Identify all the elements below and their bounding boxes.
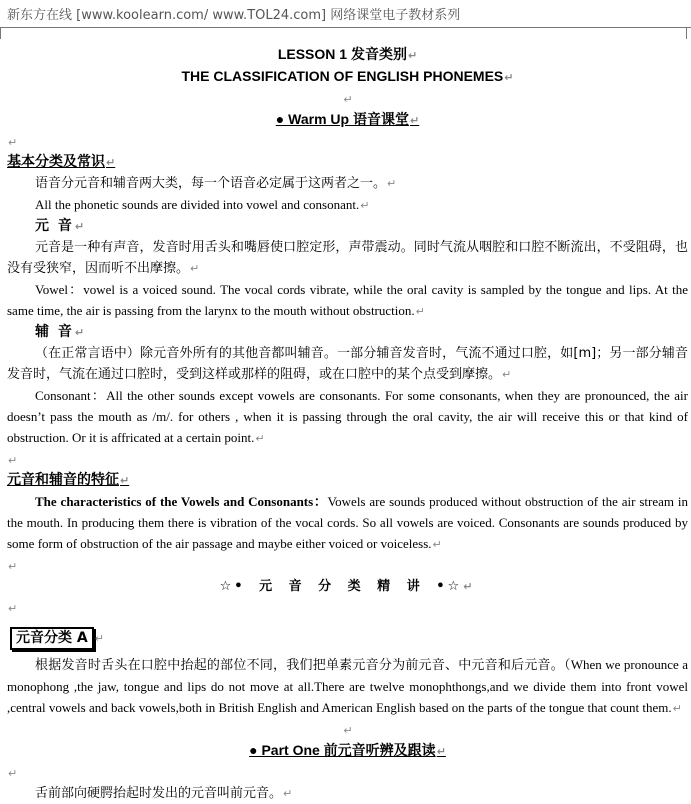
front-vowel-paragraph: 舌前部向硬腭抬起时发出的元音叫前元音。↵ — [35, 786, 293, 801]
blank-line: ↵ — [8, 767, 18, 780]
part-one-heading: ● Part One 前元音听辨及跟读↵ — [249, 742, 446, 758]
blank-line: ↵ — [8, 454, 18, 467]
page-body — [7, 44, 688, 804]
blank-line: ↵ — [8, 560, 18, 573]
blank-line: ↵ — [8, 136, 18, 149]
document-header: 新东方在线 [www.koolearn.com/ www.TOL24.com] 网络课堂电子教材系列 — [7, 8, 461, 23]
features-lead: The characteristics of the Vowels and Consonants： — [35, 494, 328, 509]
vowel-en-paragraph: Vowel：vowel is a voiced sound. The vocal cords vibrate, while the oral cavity is sampled by the tongue and lips. At the same time, the air is passing from the larynx to the mouth without obstruction.↵ — [7, 282, 688, 318]
vowel-heading: 元 音↵ — [35, 218, 87, 234]
vowel-class-a-box: 元音分类 A — [10, 627, 94, 650]
vowel-cn-paragraph: 元音是一种有声音，发音时用舌头和嘴唇使口腔定形，声带震动。同时气流从咽腔和口腔不断流出，不受阻碍，也没有受狭窄，因而听不出摩擦。↵ — [7, 240, 688, 276]
consonant-cn-paragraph: （在正常言语中）除元音外所有的其他音都叫辅音。一部分辅音发音时，气流不通过口腔，如[m]；另一部分辅音发音时，气流在通过口腔时，受到这样或那样的阻碍，或在口腔中的某个点受到摩擦。↵ — [7, 346, 688, 382]
header-rule — [0, 27, 691, 28]
basic-cn-paragraph: 语音分元音和辅音两大类，每一个语音必定属于这两者之一。↵ — [35, 176, 397, 191]
consonant-heading: 辅 音↵ — [35, 324, 87, 340]
margin-corner-left — [0, 27, 1, 39]
warmup-heading: ● Warm Up 语音课堂↵ — [275, 111, 420, 127]
blank-line: ↵ — [343, 93, 353, 106]
basic-en-paragraph: All the phonetic sounds are divided into vowel and consonant.↵ — [35, 197, 370, 212]
lesson-subtitle: THE CLASSIFICATION OF ENGLISH PHONEMES↵ — [181, 68, 514, 84]
basic-heading: 基本分类及常识↵ — [7, 154, 116, 170]
consonant-en-paragraph: Consonant：All the other sounds except vowels are consonants. For some consonants, when they are pronounced, the air doesn’t pass the mouth as /m/. for others , when it is passing through the oral cavity, the air will receive this or that kind of obstruction. Or it is affricated at a certain point.↵ — [7, 388, 688, 445]
vowel-section-title: ☆• 元 音 分 类 精 讲 •☆↵ — [219, 579, 476, 594]
lesson-title: LESSON 1 发音类别↵ — [277, 46, 418, 62]
features-heading: 元音和辅音的特征↵ — [7, 472, 130, 488]
blank-line: ↵ — [8, 602, 18, 615]
blank-line: ↵ — [343, 724, 353, 737]
margin-corner-right — [686, 27, 687, 39]
vowel-class-box-row: 元音分类 A ↵ — [7, 622, 688, 654]
vowel-class-paragraph: 根据发音时舌头在口腔中抬起的部位不同，我们把单素元音分为前元音、中元音和后元音。（When we pronounce a monophong ,the jaw, tongue and lips do not move at all.There are twelve monophthongs,and we divide them into front vowel ,central vowels and back vowels,both in British English and American English based on the parts of the tongue that count them.↵ — [7, 657, 688, 715]
features-paragraph: The characteristics of the Vowels and Consonants：Vowels are sounds produced without obstruction of the air stream in the mouth. In producing them there is vibration of the vocal cords. So all vowels are voiced. Consonants are sounds produced by some form of obstruction of the air passage and maybe either voiced or voiceless.↵ — [7, 494, 688, 551]
